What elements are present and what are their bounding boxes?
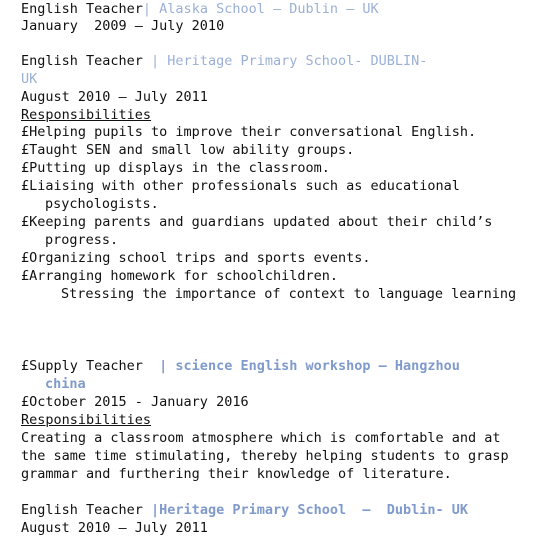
job2-employer: | Heritage Primary School- DUBLIN- (151, 53, 428, 69)
job2-bullet-cont: progress. (45, 232, 119, 248)
job1-employer: | Alaska School – Dublin – UK (142, 1, 379, 17)
job2-bullet: £Helping pupils to improve their conversational English. (21, 124, 477, 140)
job1-title: English Teacher (21, 1, 143, 17)
job1-dates: January 2009 – July 2010 (21, 18, 225, 34)
job4-dates: August 2010 – July 2011 (21, 520, 208, 536)
job2-header (21, 52, 427, 70)
job2-bullet-cont: psychologists. (45, 196, 159, 212)
job2-bullet: £Arranging homework for schoolchildren. (21, 268, 338, 284)
job3-desc-line: Creating a classroom atmosphere which is comfortable and at (21, 430, 501, 446)
job3-employer-cont: china (45, 376, 86, 392)
job4-title: English Teacher (21, 502, 152, 518)
job3-desc-line: grammar and furthering their knowledge of literature. (21, 466, 452, 482)
job3-resp-heading: Responsibilities (21, 412, 152, 428)
job2-resp-heading: Responsibilities (21, 107, 152, 123)
job3-employer: | science English workshop – Hangzhou (159, 358, 460, 374)
job3-header (21, 357, 460, 375)
job2-employer-cont: UK (21, 71, 38, 87)
job2-bullet: £Putting up displays in the classroom. (21, 160, 330, 176)
job2-bullet: £Keeping parents and guardians updated about their child’s (21, 214, 493, 230)
job4-header (21, 501, 468, 519)
job3-title: £Supply Teacher (21, 358, 160, 374)
job2-dates: August 2010 – July 2011 (21, 89, 208, 105)
job2-title: English Teacher (21, 53, 152, 69)
job3-desc-line: the same time stimulating, thereby helping students to grasp (21, 448, 509, 464)
job3-dates: £October 2015 - January 2016 (21, 394, 249, 410)
job2-bullet: £Liaising with other professionals such as educational (21, 178, 460, 194)
job2-note: Stressing the importance of context to language learning (61, 286, 517, 302)
job2-bullet: £Organizing school trips and sports events. (21, 250, 371, 266)
job2-bullet: £Taught SEN and small low ability groups. (21, 142, 355, 158)
job1-header (21, 0, 379, 18)
job4-employer: |Heritage Primary School – Dublin- UK (151, 502, 469, 518)
